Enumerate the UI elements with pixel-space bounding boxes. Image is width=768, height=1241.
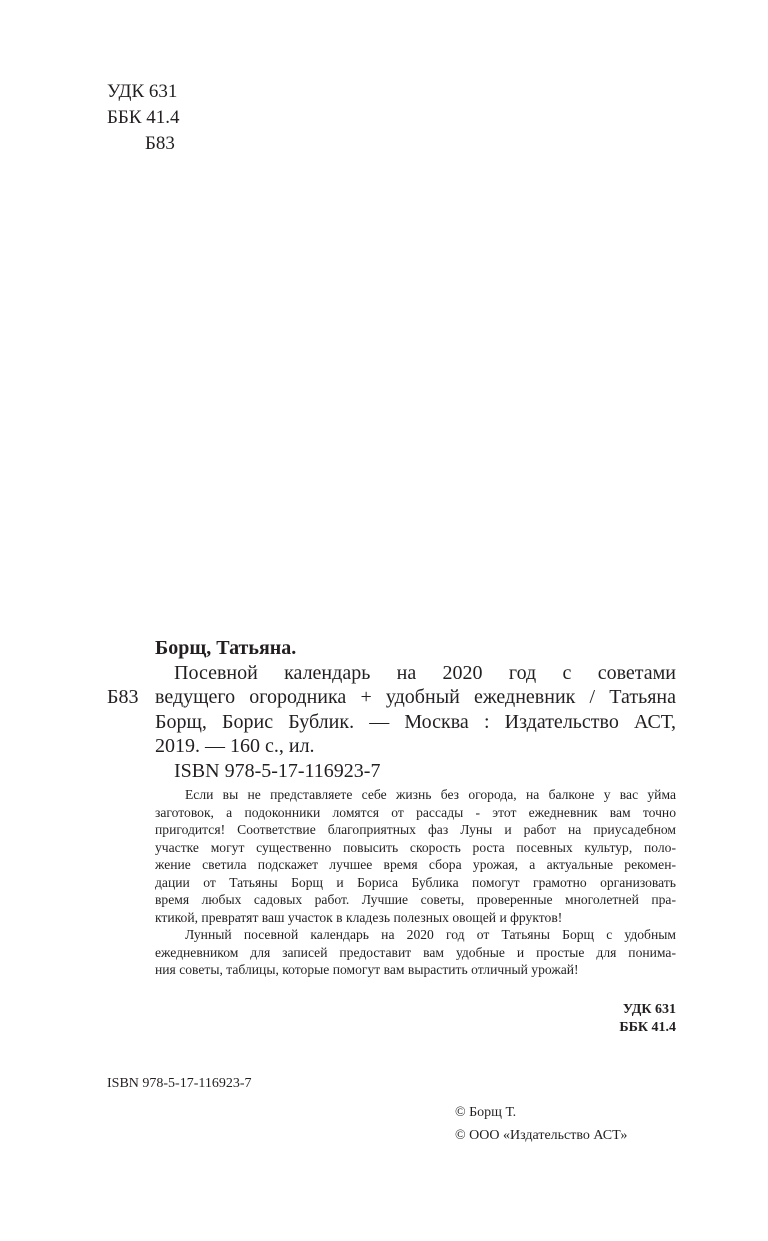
udk-code-bold: УДК 631 [622, 1002, 676, 1017]
description-line: Борщ, Борис Бублик. — Москва : Издательство АСТ, [155, 710, 676, 733]
copyright-block [455, 1101, 627, 1147]
copyright-author: © Борщ Т. [455, 1105, 517, 1120]
annotation-line: ктикой, превратят ваш участок в кладезь полезных овощей и фруктов! [155, 909, 563, 925]
bbk-code: ББК 41.4 [107, 107, 180, 128]
footer-isbn: ISBN 978-5-17-116923-7 [107, 1076, 252, 1091]
annotation-line: ния советы, таблицы, которые помогут вам вырастить отличный урожай! [155, 962, 579, 977]
description-line: Посевной календарь на 2020 год с советами [174, 661, 676, 684]
annotation [155, 786, 676, 979]
author-mark: Б83 [145, 133, 175, 154]
description-line: ведущего огородника + удобный ежедневник / Татьяна [155, 686, 676, 708]
bibliographic-entry [155, 636, 676, 783]
annotation-line: пригодится! Соответствие благоприятных фаз Луны и работ на приусадебном [155, 822, 676, 837]
bbk-code-bold: ББК 41.4 [619, 1020, 676, 1035]
udk-code: УДК 631 [107, 81, 178, 102]
copyright-publisher: © ООО «Издательство АСТ» [455, 1128, 628, 1143]
side-author-mark: Б83 [107, 686, 139, 708]
annotation-line: Лунный посевной календарь на 2020 год от Татьяны Борщ с удобным [185, 927, 676, 942]
annotation-line: жение светила подскажет лучшее время сбора урожая, а актуальные рекомен- [155, 857, 676, 872]
author-heading: Борщ, Татьяна. [155, 637, 297, 659]
annotation-codes [619, 1001, 676, 1037]
annotation-line: дации от Татьяны Борщ и Бориса Бублика помогут грамотно организовать [155, 874, 676, 890]
description-line: 2019. — 160 с., ил. [155, 735, 315, 757]
classification-codes [107, 79, 180, 157]
annotation-line: ежедневником для записей предоставит вам удобные и простые для понима- [155, 944, 676, 960]
isbn: ISBN 978-5-17-116923-7 [174, 759, 381, 782]
annotation-line: время любых садовых работ. Лучшие советы, проверенные многолетней пра- [155, 892, 676, 907]
annotation-line: заготовок, а подоконники ломятся от рассады - этот ежедневник вам точно [155, 804, 676, 820]
annotation-line: Если вы не представляете себе жизнь без огорода, на балконе у вас уйма [185, 787, 676, 802]
annotation-line: участке могут существенно повысить скорость роста посевных культур, поло- [155, 839, 676, 855]
